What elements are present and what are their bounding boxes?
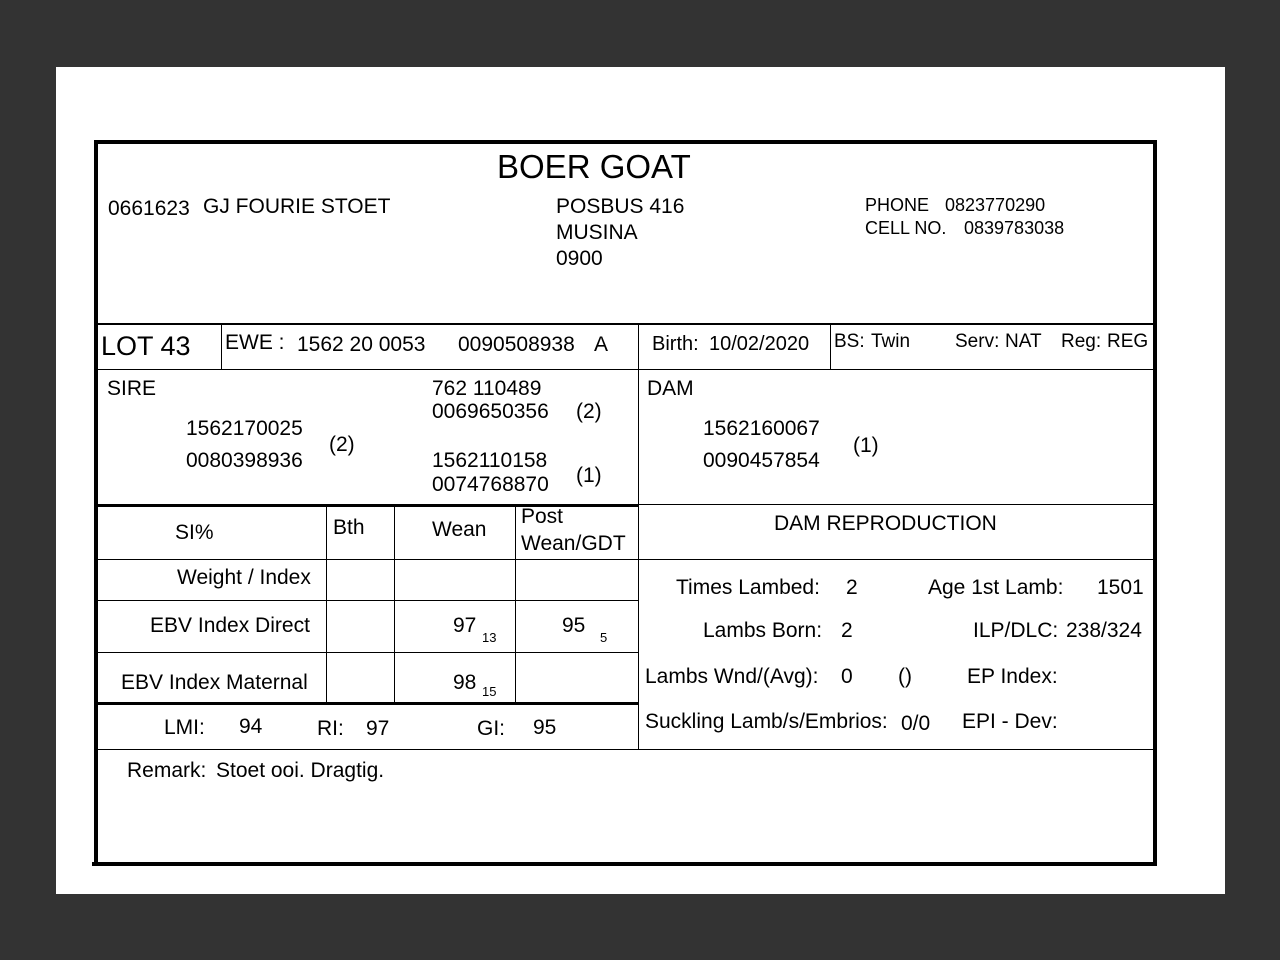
divider-v-bth xyxy=(394,507,395,702)
dam-reg: 0090457854 xyxy=(703,449,820,472)
ri-value: 97 xyxy=(366,717,390,740)
row-ebv-direct: EBV Index Direct xyxy=(150,614,310,637)
address-line-2: MUSINA xyxy=(556,221,638,244)
bs-value: Twin xyxy=(871,331,911,352)
phone-value: 0823770290 xyxy=(945,195,1046,215)
header-si: SI% xyxy=(175,521,214,544)
birth-value: 10/02/2020 xyxy=(709,333,810,355)
row-ebv-maternal: EBV Index Maternal xyxy=(121,671,308,694)
owner-name: GJ FOURIE STOET xyxy=(203,195,391,218)
header-post-2: Wean/GDT xyxy=(521,532,626,555)
dam-label: DAM xyxy=(647,377,694,400)
divider-indexes xyxy=(96,749,1154,750)
lambs-born-value: 2 xyxy=(841,619,853,642)
lambs-born-label: Lambs Born: xyxy=(703,619,823,642)
sire-sire-reg: 0069650356 xyxy=(432,400,549,423)
border-bottom xyxy=(92,862,1157,866)
age-first-lamb-value: 1501 xyxy=(1097,576,1144,599)
sire-reg: 0080398936 xyxy=(186,449,303,472)
header-wean: Wean xyxy=(432,518,487,541)
ebv-direct-post-sub: 5 xyxy=(600,630,608,645)
epi-dev-label: EPI - Dev: xyxy=(962,710,1058,733)
ebv-maternal-wean-sub: 15 xyxy=(482,684,497,699)
reg-value: REG xyxy=(1107,331,1149,352)
dam-reproduction-title: DAM REPRODUCTION xyxy=(774,512,997,535)
serv-value: NAT xyxy=(1005,331,1042,352)
suckling-label: Suckling Lamb/s/Embrios: xyxy=(645,710,888,733)
divider-table-head xyxy=(96,559,1154,560)
sire-id: 1562170025 xyxy=(186,417,303,440)
sire-grade: (2) xyxy=(329,433,355,456)
times-lambed-value: 2 xyxy=(846,576,858,599)
suckling-value: 0/0 xyxy=(901,712,931,735)
bs-label: BS: xyxy=(834,331,865,352)
ebv-direct-wean-sub: 13 xyxy=(482,630,497,645)
sire-dam-reg: 0074768870 xyxy=(432,473,549,496)
divider-sire-right xyxy=(638,504,1154,505)
border-right xyxy=(1153,140,1157,866)
lmi-value: 94 xyxy=(239,715,263,738)
divider-table-bottom xyxy=(96,702,638,705)
ebv-direct-wean: 97 xyxy=(453,614,477,637)
divider-header xyxy=(96,323,1154,325)
serv-label: Serv: xyxy=(955,331,1000,352)
ebv-maternal-wean: 98 xyxy=(453,671,477,694)
ewe-id: 1562 20 0053 xyxy=(297,333,426,356)
header-post-1: Post xyxy=(521,505,564,528)
sire-dam-grade: (1) xyxy=(576,464,602,487)
lambs-wnd-avg: () xyxy=(898,665,912,688)
divider-v-si xyxy=(326,507,327,702)
divider-row-2 xyxy=(96,652,638,653)
divider-v-lot xyxy=(221,325,222,369)
ilp-dlc-label: ILP/DLC: xyxy=(973,619,1059,642)
owner-code: 0661623 xyxy=(108,197,190,220)
ewe-grade: A xyxy=(594,333,609,356)
dam-id: 1562160067 xyxy=(703,417,820,440)
breed-title: BOER GOAT xyxy=(497,148,691,185)
ewe-reg: 0090508938 xyxy=(458,333,575,356)
phone-label: PHONE xyxy=(865,195,930,215)
lambs-wnd-label: Lambs Wnd/(Avg): xyxy=(645,665,819,688)
cell-value: 0839783038 xyxy=(964,218,1065,238)
ebv-direct-post: 95 xyxy=(562,614,586,637)
lot-number: LOT 43 xyxy=(101,331,191,361)
times-lambed-label: Times Lambed: xyxy=(676,576,820,599)
gi-label: GI: xyxy=(477,717,506,740)
ewe-label: EWE : xyxy=(225,331,285,354)
divider-v-wean xyxy=(515,507,516,702)
reg-label: Reg: xyxy=(1061,331,1102,352)
row-weight-index: Weight / Index xyxy=(177,566,311,589)
lmi-label: LMI: xyxy=(164,716,205,739)
ri-label: RI: xyxy=(317,717,344,740)
divider-v-middle xyxy=(638,325,639,750)
ep-index-label: EP Index: xyxy=(967,665,1058,688)
dam-grade: (1) xyxy=(853,434,879,457)
cell-label: CELL NO. xyxy=(865,218,947,238)
divider-row-1 xyxy=(96,600,638,601)
sire-dam-id: 1562110158 xyxy=(432,449,548,472)
address-line-1: POSBUS 416 xyxy=(556,195,685,218)
remark-label: Remark: xyxy=(127,759,207,782)
ilp-dlc-value: 238/324 xyxy=(1066,619,1142,642)
gi-value: 95 xyxy=(533,716,557,739)
header-bth: Bth xyxy=(333,516,365,539)
lambs-wnd-value: 0 xyxy=(841,665,853,688)
birth-label: Birth: xyxy=(652,333,699,355)
sire-sire-grade: (2) xyxy=(576,400,602,423)
divider-v-birth xyxy=(830,325,831,369)
border-top xyxy=(94,140,1157,144)
divider-lot xyxy=(96,369,1154,370)
border-left xyxy=(94,140,98,866)
sire-sire-id: 762 110489 xyxy=(432,377,542,400)
remark-value: Stoet ooi. Dragtig. xyxy=(216,759,385,782)
sire-label: SIRE xyxy=(107,377,157,400)
address-line-3: 0900 xyxy=(556,247,603,270)
age-first-lamb-label: Age 1st Lamb: xyxy=(928,576,1064,599)
